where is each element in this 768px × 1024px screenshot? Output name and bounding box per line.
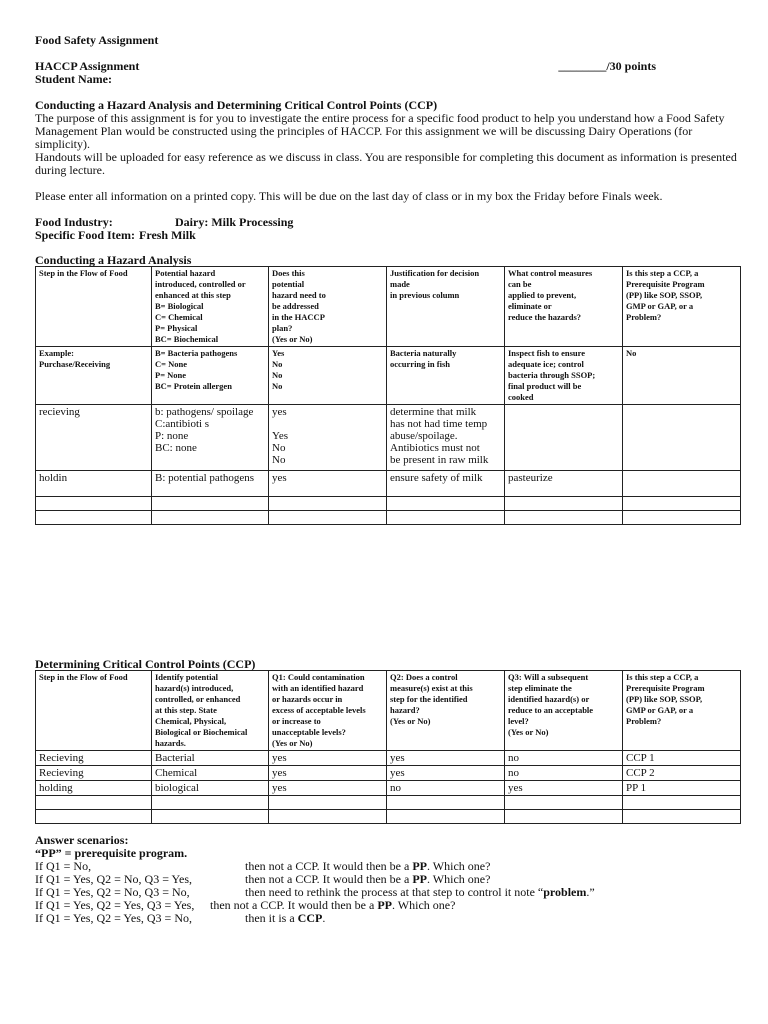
result-emphasis: PP [377,898,392,912]
table-row [36,766,741,781]
table-cell[interactable]: yes [387,751,505,766]
table-cell[interactable]: Recieving [36,766,152,781]
table-cell[interactable]: Bacterial [152,751,269,766]
result-text: then not a CCP. It would then be a [245,872,413,886]
result-emphasis: PP [412,859,427,873]
answer-scenarios-title: Answer scenarios: [35,833,129,847]
table-cell[interactable] [269,511,387,525]
table-cell[interactable]: no [505,751,623,766]
table-row [36,751,741,766]
hazard-header-cell: Step in the Flow of Food [36,267,152,347]
example-cell: Inspect fish to ensure adequate ice; control bacteria through SSOP; final product will be cooked [505,347,623,405]
ccp-header-cell: Q1: Could contamination with an identified hazard or hazards occur in excess of acceptable levels or increase to unacceptable levels? (Yes or No) [269,671,387,751]
table-cell[interactable] [387,796,505,810]
table-cell[interactable]: no [387,781,505,796]
table-cell[interactable]: pasteurize [505,471,623,497]
hazard-header-cell: What control measures can be applied to prevent, eliminate or reduce the hazards? [505,267,623,347]
ccp-table [35,670,741,824]
table-cell[interactable]: Chemical [152,766,269,781]
example-cell: Yes No No No [269,347,387,405]
intro-line-4: during lecture. [35,163,105,177]
table-cell[interactable] [387,511,505,525]
table-cell[interactable]: yes [269,471,387,497]
example-cell: No [623,347,741,405]
ccp-header-row [36,671,741,751]
table-cell[interactable]: Recieving [36,751,152,766]
table-cell[interactable] [36,497,152,511]
table-cell[interactable] [269,497,387,511]
table-cell[interactable]: holdin [36,471,152,497]
table-cell[interactable] [623,810,741,824]
food-item-value: Fresh Milk [139,228,196,242]
table-cell[interactable]: recieving [36,405,152,471]
table-cell[interactable] [623,497,741,511]
ccp-header-cell: Identify potential hazard(s) introduced, controlled, or enhanced at this step. State Chemical, Physical, Biological or Biochemical hazards. [152,671,269,751]
intro-line-2: Management Plan would be constructed using the principles of HACCP. For this assignment we will be discussing Dairy Operations (for simplicity). [35,124,693,151]
hazard-example-row [36,347,741,405]
table-cell[interactable] [152,796,269,810]
table-cell[interactable]: b: pathogens/ spoilage C:antibioti s P: none BC: none [152,405,269,471]
result-text: . Which one? [392,898,456,912]
table-cell[interactable]: ensure safety of milk [387,471,505,497]
table-cell[interactable] [623,471,741,497]
table-cell[interactable] [269,810,387,824]
hazard-table-title: Conducting a Hazard Analysis [35,253,192,267]
hazard-header-cell: Does this potential hazard need to be addressed in the HACCP plan? (Yes or No) [269,267,387,347]
table-cell[interactable] [505,796,623,810]
table-cell[interactable]: yes [505,781,623,796]
example-cell: Example: Purchase/Receiving [36,347,152,405]
intro-line-1: The purpose of this assignment is for you to investigate the entire process for a specific food product to help you understand how a Food Safety [35,111,725,125]
table-cell[interactable]: yes [269,766,387,781]
result-text: .” [586,885,595,899]
result-text: . Which one? [427,859,491,873]
student-name-label: Student Name: [35,72,112,86]
table-row [36,796,741,810]
table-cell[interactable]: no [505,766,623,781]
table-cell[interactable] [152,511,269,525]
result-emphasis: PP [412,872,427,886]
result-emphasis: CCP [297,911,323,925]
table-cell[interactable] [36,796,152,810]
table-row [36,405,741,471]
food-item-label: Specific Food Item: [35,228,135,242]
result-text: . [322,911,326,925]
hazard-header-cell: Justification for decision made in previous column [387,267,505,347]
table-cell[interactable] [505,810,623,824]
result-text: then need to rethink the process at that step to control it note “ [245,885,544,899]
result-emphasis: problem [543,885,587,899]
ccp-header-cell: Q2: Does a control measure(s) exist at this step for the identified hazard? (Yes or No) [387,671,505,751]
table-row [36,810,741,824]
table-row [36,471,741,497]
ccp-header-cell: Step in the Flow of Food [36,671,152,751]
pp-definition: “PP” = prerequisite program. [35,846,188,860]
result-text: then not a CCP. It would then be a [245,859,413,873]
table-cell[interactable]: yes [269,781,387,796]
table-cell[interactable]: B: potential pathogens [152,471,269,497]
scenario-condition: If Q1 = Yes, Q2 = Yes, Q3 = Yes, [35,898,195,912]
table-row [36,781,741,796]
ccp-header-cell: Is this step a CCP, a Prerequisite Program (PP) like SOP, SSOP, GMP or GAP, or a Problem? [623,671,741,751]
document-page [35,34,740,925]
table-cell[interactable] [269,796,387,810]
scenario-result [245,912,325,925]
table-cell[interactable] [623,511,741,525]
table-cell[interactable] [152,497,269,511]
example-cell: B= Bacteria pathogens C= None P= None BC= Protein allergen [152,347,269,405]
table-cell[interactable]: holding [36,781,152,796]
table-row [36,497,741,511]
intro-line-5: Please enter all information on a printed copy. This will be due on the last day of class or in my box the Friday before Finals week. [35,189,663,203]
scenario-condition: If Q1 = Yes, Q2 = No, Q3 = No, [35,885,190,899]
table-cell[interactable] [505,511,623,525]
hazard-header-row [36,267,741,347]
intro-line-3: Handouts will be uploaded for easy reference as we discuss in class. You are responsible for completing this document as information is presented [35,150,737,164]
table-cell[interactable]: biological [152,781,269,796]
assignment-row [35,60,740,73]
scenario-condition: If Q1 = Yes, Q2 = Yes, Q3 = No, [35,911,192,925]
blank-gap [35,525,740,658]
result-text: . Which one? [427,872,491,886]
result-text: then not a CCP. It would then be a [210,898,378,912]
points-field[interactable]: ________/30 points [558,59,656,73]
food-industry-label: Food Industry: [35,215,113,229]
table-cell[interactable] [36,810,152,824]
doc-title: Food Safety Assignment [35,33,159,47]
example-cell: Bacteria naturally occurring in fish [387,347,505,405]
table-cell[interactable]: CCP 2 [623,766,741,781]
table-cell[interactable] [505,497,623,511]
table-cell[interactable] [623,796,741,810]
table-cell[interactable]: yes Yes No No [269,405,387,471]
food-item-row [35,229,740,242]
table-row [36,511,741,525]
hazard-header-cell: Is this step a CCP, a Prerequisite Program (PP) like SOP, SSOP, GMP or GAP, or a Problem? [623,267,741,347]
scenario-condition: If Q1 = Yes, Q2 = No, Q3 = Yes, [35,872,192,886]
result-text: then it is a [245,911,298,925]
scenario-condition: If Q1 = No, [35,859,92,873]
table-cell[interactable] [387,497,505,511]
table-cell[interactable]: CCP 1 [623,751,741,766]
table-cell[interactable] [505,405,623,471]
food-industry-value: Dairy: Milk Processing [175,215,294,229]
hazard-analysis-table [35,266,741,525]
table-cell[interactable] [387,810,505,824]
table-cell[interactable] [623,405,741,471]
table-cell[interactable]: PP 1 [623,781,741,796]
hazard-header-cell: Potential hazard introduced, controlled or enhanced at this step B= Biological C= Chemical P= Physical BC= Biochemical [152,267,269,347]
assignment-label: HACCP Assignment [35,59,140,73]
ccp-table-title: Determining Critical Control Points (CCP) [35,657,256,671]
table-cell[interactable]: yes [387,766,505,781]
blank-gap [35,824,740,834]
table-cell[interactable]: yes [269,751,387,766]
table-cell[interactable] [36,511,152,525]
scenario-5 [35,912,740,925]
table-cell[interactable] [152,810,269,824]
table-cell[interactable]: determine that milk has not had time temp abuse/spoilage. Antibiotics must not be present in raw milk [387,405,505,471]
intro-heading: Conducting a Hazard Analysis and Determining Critical Control Points (CCP) [35,98,438,112]
ccp-header-cell: Q3: Will a subsequent step eliminate the identified hazard(s) or reduce to an acceptable level? (Yes or No) [505,671,623,751]
